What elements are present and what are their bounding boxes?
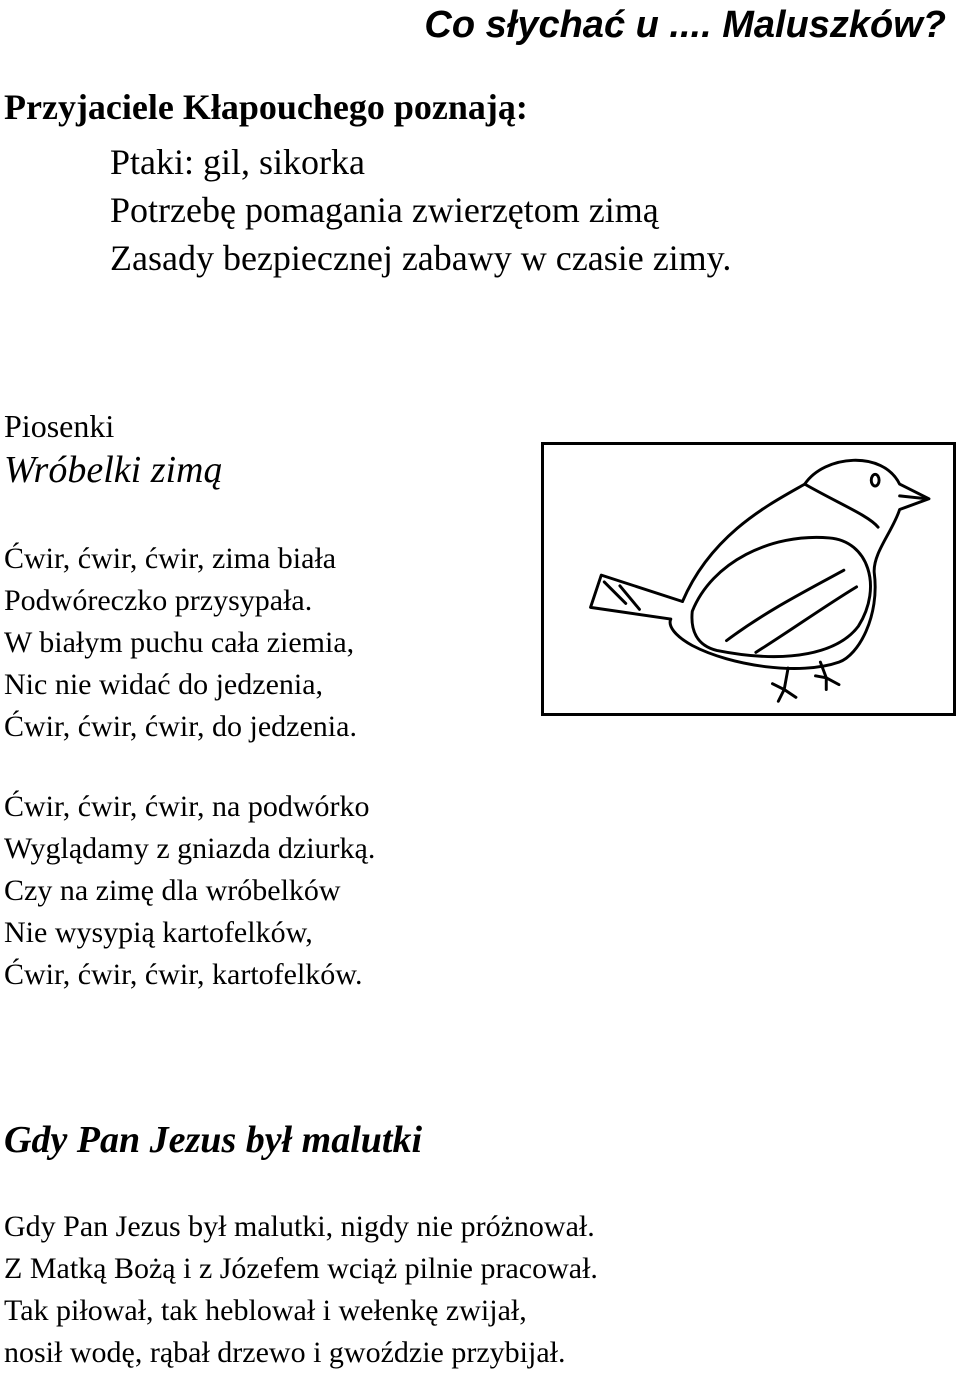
lyrics-line: Tak piłował, tak heblował i wełenkę zwijał, xyxy=(4,1294,527,1327)
stanza-line: W białym puchu cała ziemia, xyxy=(4,626,355,659)
goal-item: Ptaki: gil, sikorka xyxy=(110,142,365,182)
bird-drawing-icon xyxy=(544,445,953,713)
song-stanza-2 xyxy=(4,786,375,996)
stanza-line: Ćwir, ćwir, ćwir, zima biała xyxy=(4,542,337,575)
stanza-line: Ćwir, ćwir, ćwir, do jedzenia. xyxy=(4,710,357,743)
stanza-line: Podwóreczko przysypała. xyxy=(4,584,313,617)
goals-list xyxy=(110,138,731,282)
song-title: Wróbelki zimą xyxy=(4,449,223,491)
stanza-line: Ćwir, ćwir, ćwir, kartofelków. xyxy=(4,958,363,991)
song-stanza-1 xyxy=(4,538,357,748)
bird-illustration xyxy=(541,442,956,716)
lyrics-line: Gdy Pan Jezus był malutki, nigdy nie próżnował. xyxy=(4,1210,595,1243)
lyrics-line: nosił wodę, rąbał drzewo i gwoździe przybijał. xyxy=(4,1336,566,1369)
stanza-line: Ćwir, ćwir, ćwir, na podwórko xyxy=(4,790,370,823)
stanza-line: Wyglądamy z gniazda dziurką. xyxy=(4,832,376,865)
goals-heading: Przyjaciele Kłapouchego poznają: xyxy=(4,87,528,127)
goal-item: Zasady bezpiecznej zabawy w czasie zimy. xyxy=(110,238,732,278)
goal-item: Potrzebę pomagania zwierzętom zimą xyxy=(110,190,659,230)
song-title: Gdy Pan Jezus był malutki xyxy=(4,1119,423,1161)
stanza-line: Nie wysypią kartofelków, xyxy=(4,916,313,949)
songs-section-label: Piosenki xyxy=(4,408,115,444)
stanza-line: Czy na zimę dla wróbelków xyxy=(4,874,341,907)
stanza-line: Nic nie widać do jedzenia, xyxy=(4,668,324,701)
lyrics-line: Z Matką Bożą i z Józefem wciąż pilnie pracował. xyxy=(4,1252,598,1285)
song-lyrics xyxy=(4,1206,598,1374)
page-header-title: Co słychać u .... Maluszków? xyxy=(424,4,946,46)
